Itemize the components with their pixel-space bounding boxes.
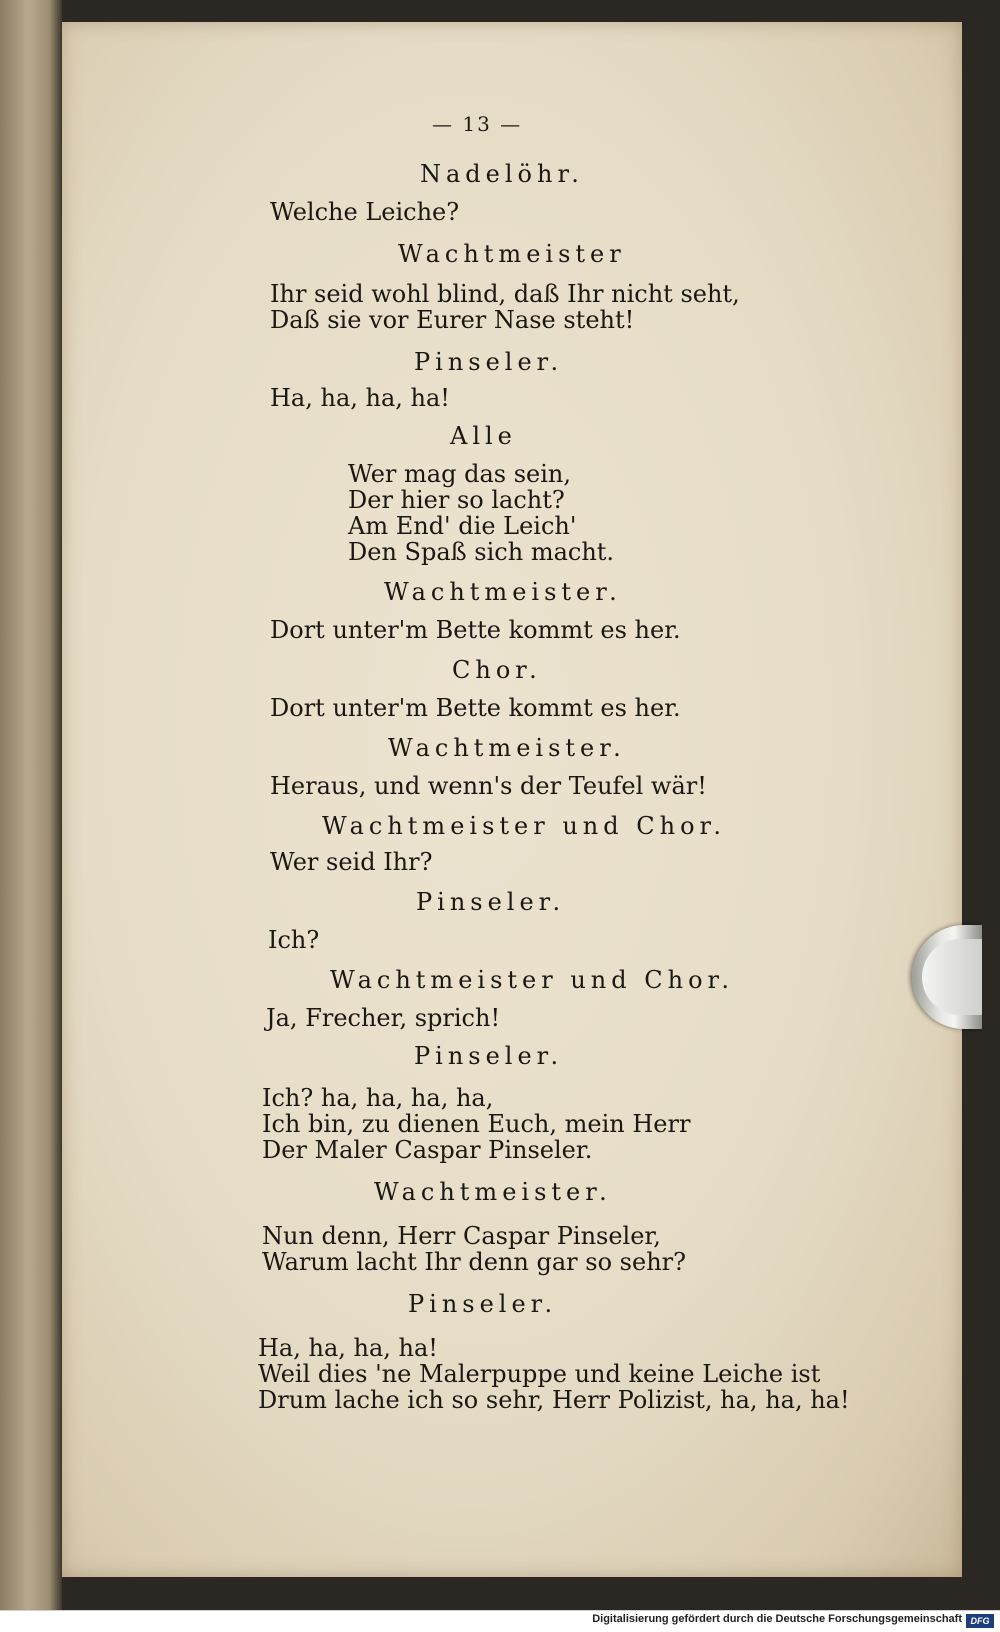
verse-line: Ha, ha, ha, ha!: [270, 384, 450, 412]
verse-line: Ich?: [268, 926, 320, 954]
verse-line: Drum lache ich so sehr, Herr Polizist, ha, ha, ha!: [258, 1386, 850, 1414]
verse-line: Ihr seid wohl blind, daß Ihr nicht seht,: [270, 280, 740, 308]
verse-line: Nun denn, Herr Caspar Pinseler,: [262, 1222, 661, 1250]
verse-line: Dort unter'm Bette kommt es her.: [270, 694, 681, 722]
verse-line: Ich bin, zu dienen Euch, mein Herr: [262, 1110, 691, 1138]
verse-line: Der hier so lacht?: [348, 486, 565, 514]
verse-line: Wer seid Ihr?: [270, 848, 433, 876]
speaker-line: Pinseler.: [416, 888, 566, 916]
speaker-line: Pinseler.: [414, 348, 564, 376]
verse-line: Am End' die Leich': [348, 512, 577, 540]
verse-line: Daß sie vor Eurer Nase steht!: [270, 306, 635, 334]
verse-line: Ja, Frecher, sprich!: [266, 1004, 501, 1032]
verse-line: Den Spaß sich macht.: [348, 538, 615, 566]
speaker-line: Wachtmeister.: [388, 734, 626, 762]
footer-bar: [0, 1610, 1000, 1632]
speaker-line: Wachtmeister und Chor.: [330, 966, 734, 994]
speaker-line: Nadelöhr.: [420, 160, 584, 188]
verse-line: Warum lacht Ihr denn gar so sehr?: [262, 1248, 686, 1276]
verse-line: Weil dies 'ne Malerpuppe und keine Leiche ist: [258, 1360, 821, 1388]
speaker-line: Wachtmeister: [398, 240, 626, 268]
speaker-line: Wachtmeister.: [384, 578, 622, 606]
verse-line: Wer mag das sein,: [348, 460, 571, 488]
verse-line: Heraus, und wenn's der Teufel wär!: [270, 772, 707, 800]
speaker-line: Chor.: [452, 656, 542, 684]
speaker-line: Wachtmeister.: [374, 1178, 612, 1206]
speaker-line: Pinseler.: [408, 1290, 558, 1318]
verse-line: Ich? ha, ha, ha, ha,: [262, 1084, 494, 1112]
verse-line: Ha, ha, ha, ha!: [258, 1334, 438, 1362]
speaker-line: Pinseler.: [414, 1042, 564, 1070]
verse-line: Dort unter'm Bette kommt es her.: [270, 616, 681, 644]
page-number: — 13 —: [432, 112, 523, 136]
verse-line: Der Maler Caspar Pinseler.: [262, 1136, 593, 1164]
speaker-line: Alle: [450, 422, 517, 450]
verse-line: Welche Leiche?: [270, 198, 460, 226]
dfg-logo: DFG: [966, 1614, 994, 1628]
speaker-line: Wachtmeister und Chor.: [322, 812, 726, 840]
footer-credit: Digitalisierung gefördert durch die Deutsche Forschungsgemeinschaft: [592, 1613, 962, 1625]
